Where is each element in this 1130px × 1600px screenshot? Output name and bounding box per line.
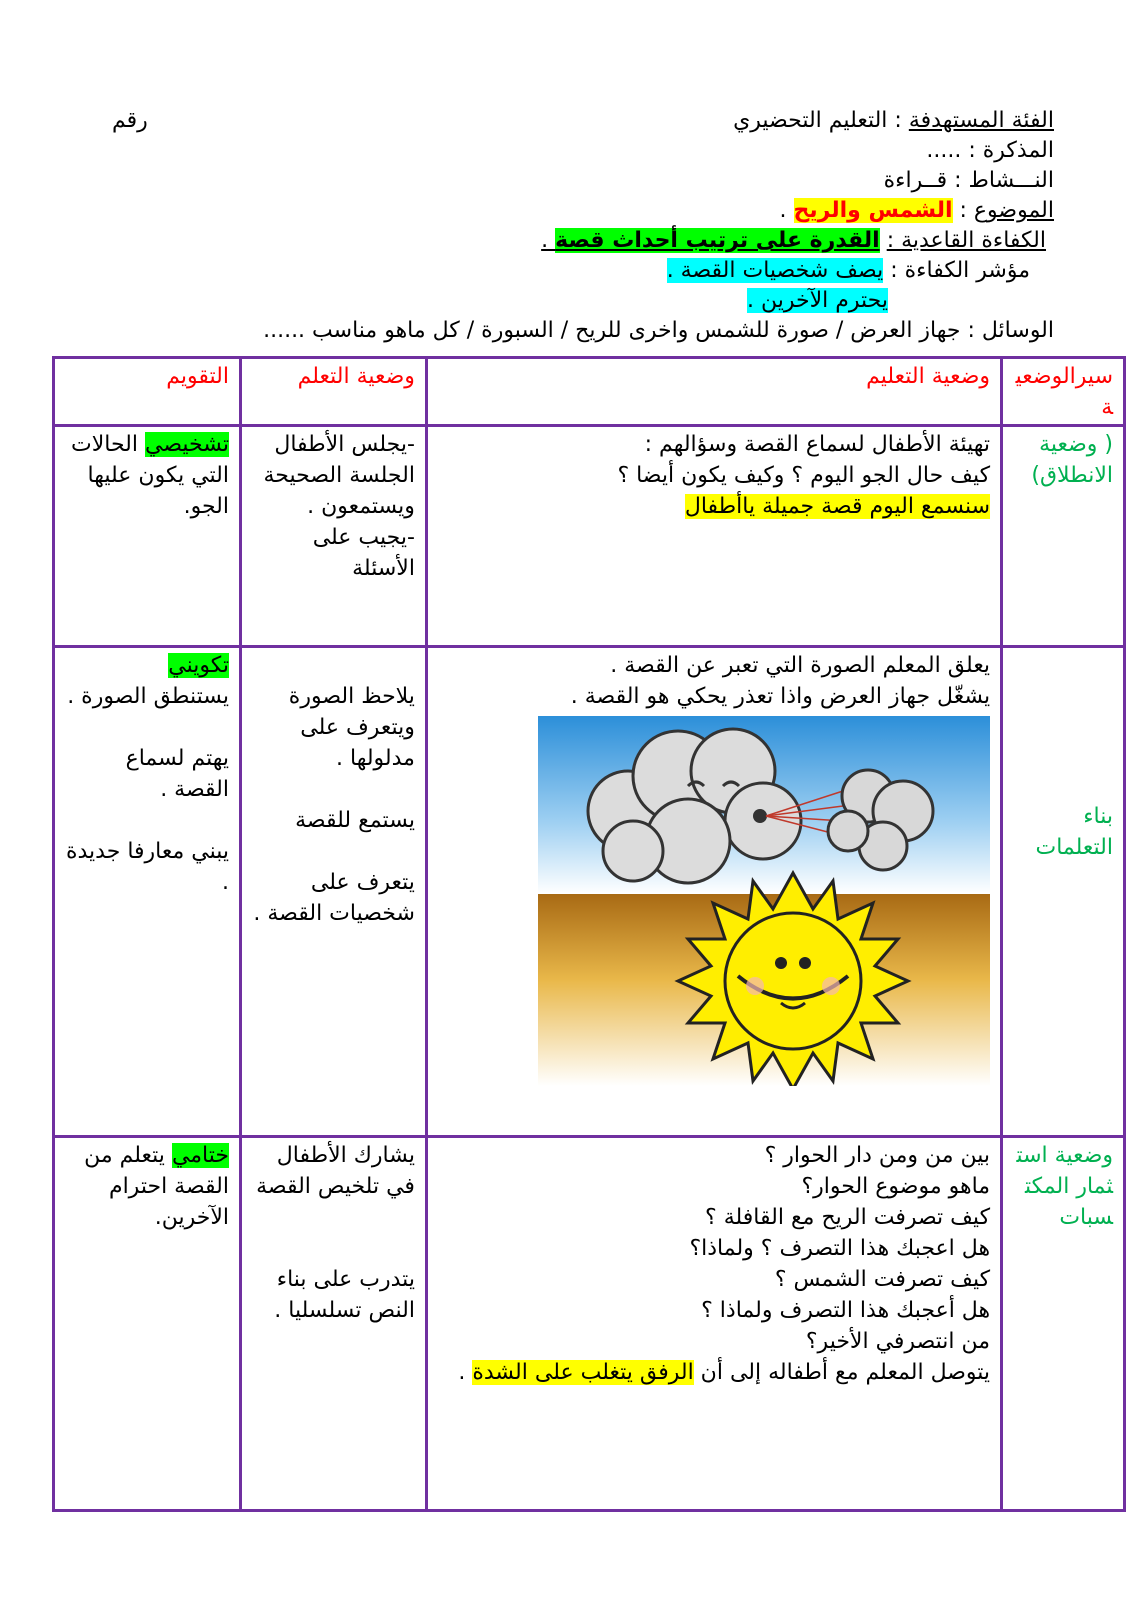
competency-indicator-line-2 — [747, 286, 888, 316]
evaluation-text: الحالات التي يكون عليها الجو. — [71, 432, 229, 520]
memo-line: المذكرة : ..... — [926, 138, 1054, 163]
evaluation-warmup — [54, 426, 241, 646]
learning-line: يتعرف على شخصيات القصة . — [253, 869, 415, 926]
evaluation-text: يهتم لسماع القصة . — [125, 745, 229, 802]
base-competency-value: القدرة على ترتيب أحداث قصة — [555, 228, 880, 253]
learning-building — [241, 646, 427, 1136]
lesson-plan-table — [52, 356, 1126, 1512]
competency-indicator-value-1: يصف شخصيات القصة . — [666, 258, 884, 283]
learning-line: يلاحظ الصورة ويتعرف على مدلولها . — [288, 683, 415, 771]
cloud-blowing-wind-icon — [538, 716, 990, 894]
evaluation-badge-formative: تكويني — [168, 652, 229, 678]
teaching-line: كيف حال الجو اليوم ؟ وكيف يكون أيضا ؟ — [617, 463, 991, 489]
target-category-value: التعليم التحضيري — [733, 108, 888, 133]
learning-line: يشارك الأطفال في تلخيص القصة — [256, 1142, 415, 1199]
teaching-building — [426, 646, 1001, 1136]
competency-indicator-line — [667, 256, 1030, 286]
activity-label: النـــشاط — [968, 168, 1054, 193]
evaluation-badge-summative: ختامي — [171, 1142, 229, 1168]
teaching-warmup — [426, 426, 1001, 646]
base-competency-label: الكفاءة القاعدية : — [886, 228, 1046, 253]
learning-line: يستمع للقصة — [295, 807, 415, 833]
header-teaching: وضعية التعليم — [426, 358, 1001, 426]
target-category-label: الفئة المستهدفة — [908, 108, 1054, 133]
header-evaluation: التقويم — [54, 358, 241, 426]
topic-value: الشمس والريح — [793, 198, 953, 223]
teaching-line: كيف تصرفت الشمس ؟ — [774, 1266, 991, 1292]
activity-line: النـــشاط : قــراءة — [883, 168, 1054, 193]
header-flow: سيرالوضعية — [1002, 358, 1125, 426]
learning-line: يتدرب على بناء النص تسلسليا . — [274, 1266, 415, 1323]
header-learning: وضعية التعلم — [241, 358, 427, 426]
flow-investment: وضعية استثمار المكتسبات — [1002, 1136, 1125, 1510]
memo-number-label: رقم — [112, 108, 148, 133]
competency-indicator-value-2: يحترم الآخرين . — [747, 288, 888, 313]
competency-indicator-label: مؤشر الكفاءة : — [883, 258, 1030, 283]
evaluation-text: يبني معارفا جديدة . — [65, 838, 229, 895]
teaching-line: كيف تصرفت الريح مع القافلة ؟ — [705, 1204, 991, 1230]
teaching-line: من انتصرفي الأخير؟ — [805, 1328, 991, 1354]
teaching-line-highlight: سنسمع اليوم قصة جميلة ياأطفال — [684, 494, 991, 520]
table-header-row — [54, 358, 1125, 426]
smiling-sun-icon — [538, 873, 990, 1086]
teaching-line: هل أعجبك هذا التصرف ولماذا ؟ — [701, 1297, 991, 1323]
wind-and-sun-image — [538, 716, 990, 1086]
evaluation-investment — [54, 1136, 241, 1510]
base-competency-line: الكفاءة القاعدية : القدرة على ترتيب أحداث قصة . — [541, 228, 1046, 253]
means-line: الوسائل : جهاز العرض / صورة للشمس واخرى للريح / السبورة / كل ماهو مناسب ...... — [263, 318, 1054, 343]
learning-investment — [241, 1136, 427, 1510]
teaching-conclusion: يتوصل المعلم مع أطفاله إلى أن الرفق يتغلب على الشدة . — [458, 1359, 991, 1385]
table-row — [54, 646, 1125, 1136]
conclusion-highlight: الرفق يتغلب على الشدة — [472, 1359, 694, 1385]
learning-warmup: -يجلس الأطفال الجلسة الصحيحة ويستمعون . -يجيب على الأسئلة — [241, 426, 427, 646]
activity-value: قــراءة — [883, 168, 948, 193]
story-illustration — [538, 716, 990, 1086]
evaluation-text: يتعلم من القصة احترام الآخرين. — [84, 1142, 229, 1230]
target-category-line: الفئة المستهدفة : التعليم التحضيري — [733, 108, 1054, 133]
evaluation-building — [54, 646, 241, 1136]
teaching-line: ماهو موضوع الحوار؟ — [801, 1173, 991, 1199]
topic-label: الموضوع — [973, 198, 1054, 223]
teaching-investment — [426, 1136, 1001, 1510]
table-row — [54, 426, 1125, 646]
table-row — [54, 1136, 1125, 1510]
teaching-line: يشغّل جهاز العرض واذا تعذر يحكي هو القصة . — [570, 683, 991, 709]
topic-line: الموضوع : الشمس والريح . — [779, 198, 1054, 223]
teaching-line: هل اعجبك هذا التصرف ؟ ولماذا؟ — [689, 1235, 991, 1261]
flow-warmup: ( وضعية الانطلاق) — [1002, 426, 1125, 646]
flow-building: بناء التعلمات — [1002, 646, 1125, 1136]
teaching-line: تهيئة الأطفال لسماع القصة وسؤالهم : — [644, 432, 991, 458]
evaluation-badge-diagnostic: تشخيصي — [144, 432, 229, 458]
teaching-line: يعلق المعلم الصورة التي تعبر عن القصة . — [610, 652, 991, 678]
evaluation-text: يستنطق الصورة . — [67, 683, 229, 709]
teaching-line: بين من ومن دار الحوار ؟ — [764, 1142, 991, 1168]
